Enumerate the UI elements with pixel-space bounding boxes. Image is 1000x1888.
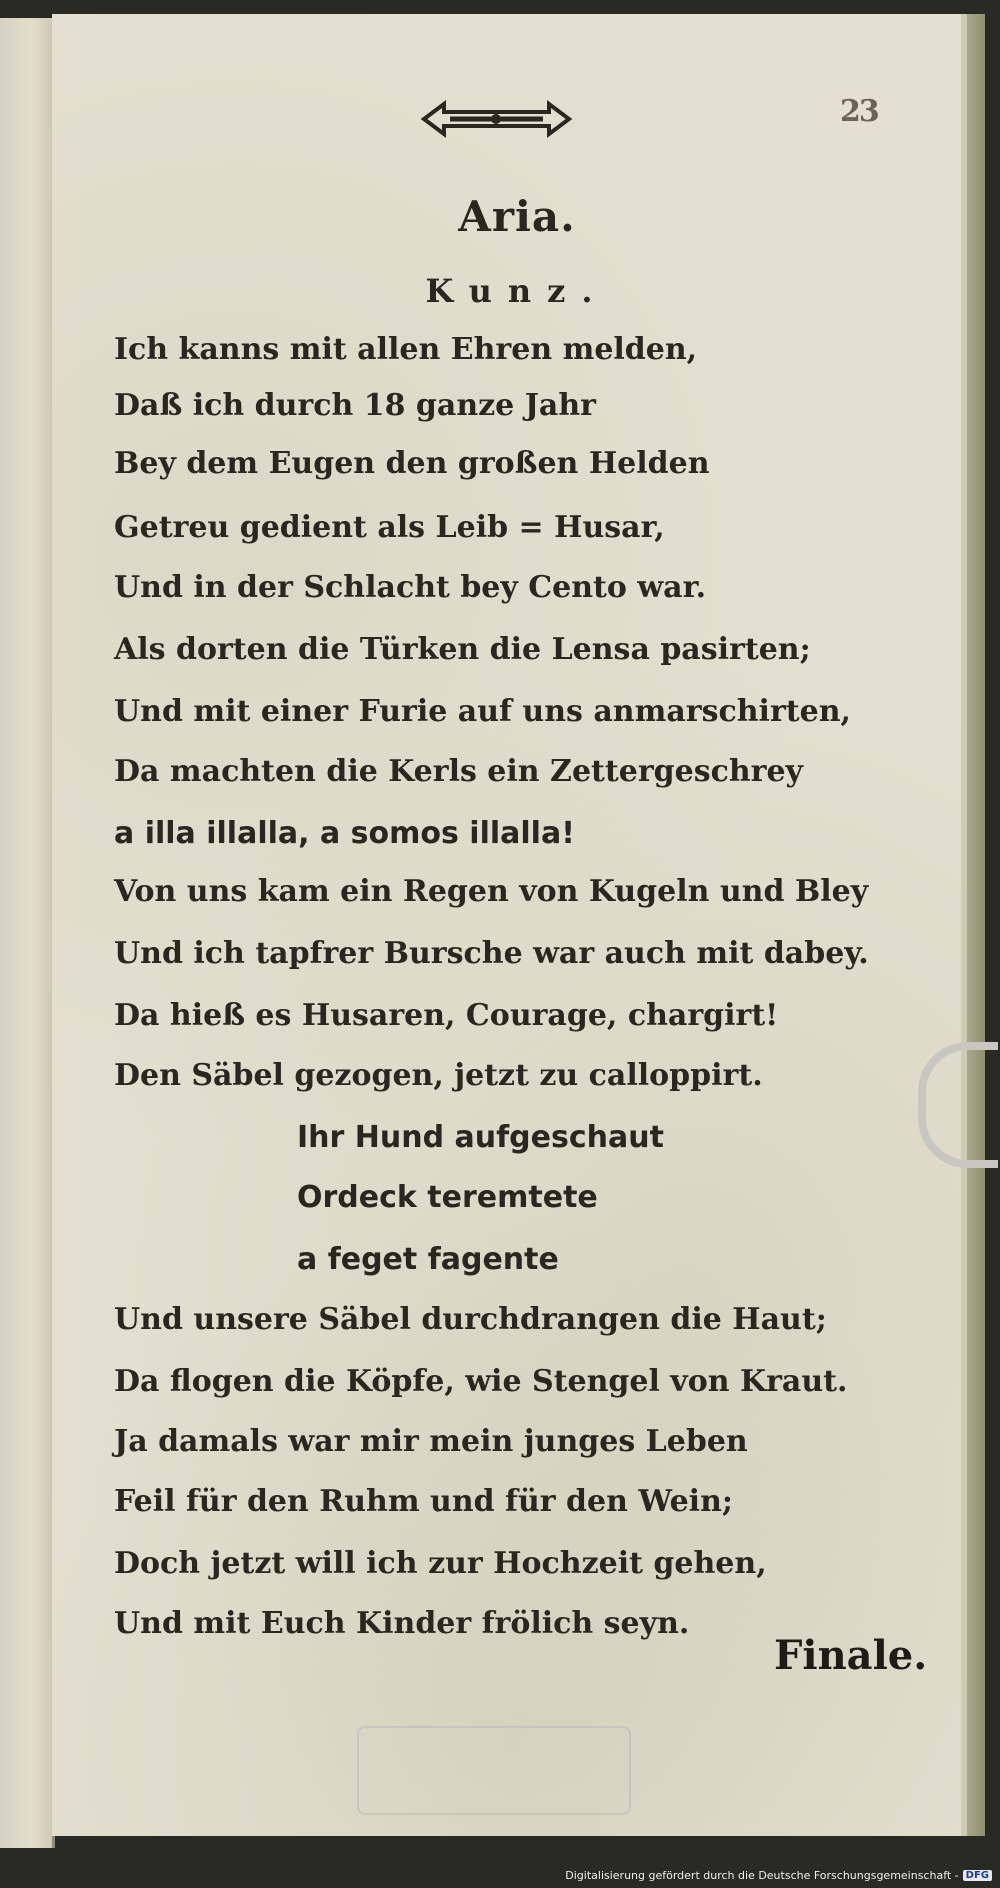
- page-number: 23: [840, 94, 878, 129]
- page-edge-strip: [967, 14, 985, 1836]
- verse-line: Ja damals war mir mein junges Leben: [114, 1424, 748, 1459]
- verse-line: Da flogen die Köpfe, wie Stengel von Kraut.: [114, 1364, 848, 1399]
- verse-line: Daß ich durch 18 ganze Jahr: [114, 388, 596, 423]
- verse-line-refrain: Ordeck teremtete: [297, 1180, 598, 1215]
- credit-text: Digitalisierung gefördert durch die Deutsche Forschungsgemeinschaft -: [565, 1869, 959, 1882]
- aria-title: Aria.: [458, 192, 576, 241]
- verse-line: Bey dem Eugen den großen Helden: [114, 446, 710, 481]
- verse-line: Und in der Schlacht bey Cento war.: [114, 570, 707, 605]
- verse-line: a illa illalla, a somos illalla!: [114, 816, 575, 851]
- verse-line: Als dorten die Türken die Lensa pasirten;: [114, 632, 811, 667]
- dfg-logo: DFG: [963, 1870, 992, 1881]
- verse-line: Und unsere Säbel durchdrangen die Haut;: [114, 1302, 827, 1337]
- verse-line: Ich kanns mit allen Ehren melden,: [114, 332, 698, 367]
- speaker-name: Kunz.: [425, 272, 609, 310]
- faded-stamp: [357, 1726, 631, 1815]
- verse-line: Den Säbel gezogen, jetzt zu calloppirt.: [114, 1058, 763, 1093]
- verse-line: Feil für den Ruhm und für den Wein;: [114, 1484, 733, 1519]
- previous-page-edge: [0, 18, 55, 1848]
- verse-line: Doch jetzt will ich zur Hochzeit gehen,: [114, 1546, 767, 1581]
- paper-clip-icon: [918, 1042, 998, 1168]
- book-page: [52, 14, 967, 1836]
- verse-line: Und mit einer Furie auf uns anmarschirten,: [114, 694, 851, 729]
- verse-line: Von uns kam ein Regen von Kugeln und Bley: [114, 874, 869, 909]
- verse-line-refrain: Ihr Hund aufgeschaut: [297, 1120, 664, 1155]
- digitization-credit: [565, 1869, 992, 1882]
- verse-line: Getreu gedient als Leib = Husar,: [114, 510, 665, 545]
- verse-line: Und ich tapfrer Bursche war auch mit dabey.: [114, 936, 869, 971]
- finale-heading: Finale.: [774, 1632, 928, 1679]
- verse-line: Und mit Euch Kinder frölich seyn.: [114, 1606, 690, 1641]
- verse-line-refrain: a feget fagente: [297, 1242, 559, 1277]
- ornament-icon: [414, 94, 579, 144]
- verse-line: Da hieß es Husaren, Courage, chargirt!: [114, 998, 779, 1033]
- verse-line: Da machten die Kerls ein Zettergeschrey: [114, 754, 803, 789]
